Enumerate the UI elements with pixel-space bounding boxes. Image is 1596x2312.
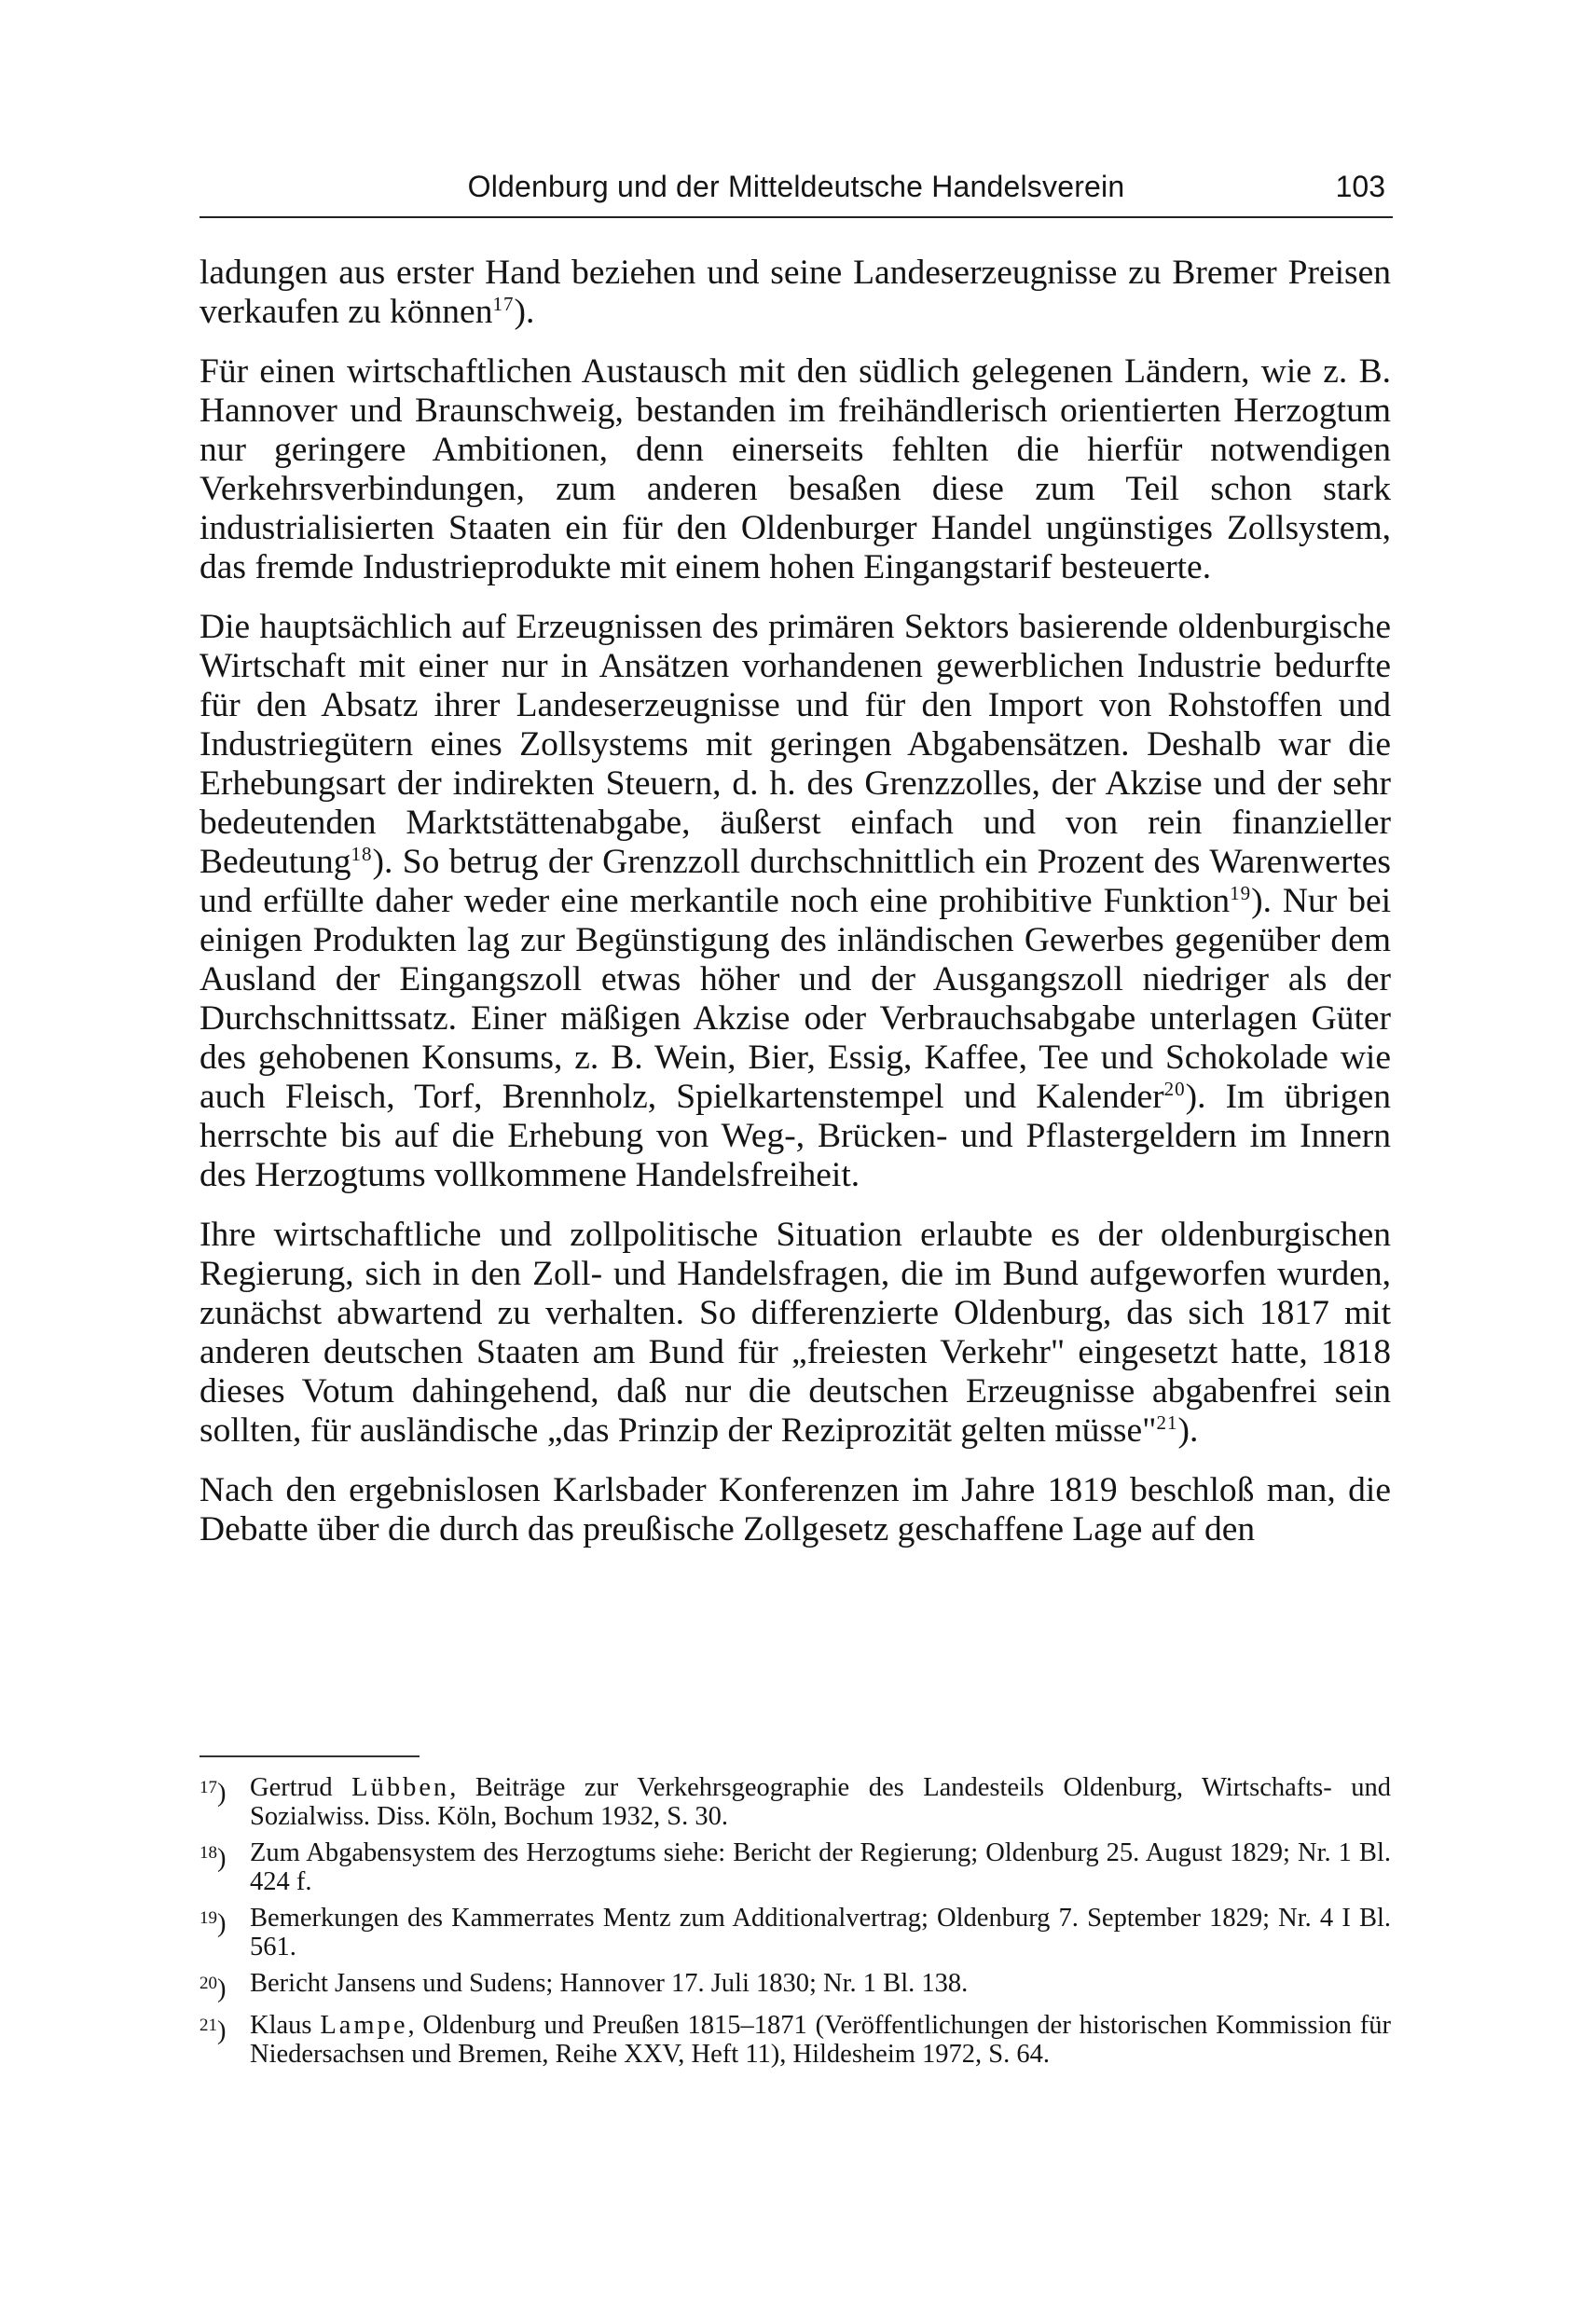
footnote-18 (200, 1838, 1391, 1896)
paragraph-text: Die hauptsächlich auf Erzeugnissen des primären Sektors basierende oldenburgische Wirtschaft mit einer nur in Ansätzen vorhandenen gewerblichen Industrie bedurfte für den Absatz ihrer Landeserzeugnisse und für den Import von Rohstoffen und Industriegütern eines Zollsystems mit geringen Abgabensätzen. Deshalb war die Erhebungsart der indirekten Steuern, d. h. des Grenzzolles, der Akzise und der sehr bedeutenden Marktstättenabgabe, äußerst einfach und von rein finanzieller Bedeutung (200, 608, 1391, 881)
author-first-name: Gertrud (250, 1773, 352, 1802)
footnote-ref-21: 21 (1156, 1411, 1178, 1434)
page-number: 103 (1335, 170, 1385, 203)
footnote-text (250, 1773, 1391, 1831)
running-title: Oldenburg und der Mitteldeutsche Handelsverein (467, 170, 1125, 203)
body-text (200, 254, 1391, 1570)
footnote-text (250, 2011, 1391, 2069)
footnote-number: $^{17}$) (200, 1778, 227, 1808)
footnote-number-text: 19 (200, 1908, 217, 1928)
citation-text: , Beiträge zur Verkehrsgeographie des Landesteils Oldenburg, Wirtschafts- und Sozialwiss. Diss. Köln, Bochum 1932, S. 30. (250, 1773, 1391, 1831)
footnote-number: $^{19}$) (200, 1908, 227, 1938)
footnote-number-text: 18 (200, 1843, 217, 1863)
footnote-17 (200, 1773, 1391, 1831)
paragraph-text: Ihre wirtschaftliche und zollpolitische Situation erlaubte es der oldenburgischen Regierung, sich in den Zoll- und Handelsfragen, die im Bund aufgeworfen wurden, zunächst abwartend zu verhalten. So differenzierte Oldenburg, das sich 1817 mit anderen deutschen Staaten am Bund für „freiesten Verkehr" eingesetzt hatte, 1818 dieses Votum dahingehend, daß nur die deutschen Erzeugnisse abgabenfrei sein sollten, für ausländische „das Prinzip der Reziprozität gelten müsse" (200, 1216, 1391, 1450)
paragraph-2 (200, 352, 1391, 587)
footnote-text (250, 1904, 1391, 1961)
paragraph-text: ). Im übrigen herrschte bis auf die Erhebung von Weg-, Brücken- und Pflastergeldern im Innern des Herzogtums vollkommene Handelsfreiheit. (200, 1078, 1392, 1194)
footnote-number-text: 20 (200, 1974, 217, 1993)
footnote-number-text: 21 (200, 2016, 217, 2035)
paragraph-text: ). (514, 293, 535, 331)
footnote-number: $^{21}$) (200, 2016, 227, 2045)
paragraph-4 (200, 1216, 1391, 1451)
footnote-21 (200, 2011, 1391, 2069)
running-head (200, 170, 1393, 218)
paragraph-5 (200, 1471, 1391, 1549)
footnote-separator (200, 1755, 420, 1757)
footnote-text (250, 1969, 1391, 2003)
paragraph-text: ). Nur bei einigen Produkten lag zur Begünstigung des inländischen Gewerbes gegenüber dem Ausland der Eingangszoll etwas höher und der Ausgangszoll niedriger als der Durchschnittssatz. Einer mäßigen Akzise oder Verbrauchsabgabe unterlagen Güter des gehobenen Konsums, z. B. Wein, Bier, Essig, Kaffee, Tee und Schokolade wie auch Fleisch, Torf, Brennholz, Spielkartenstempel und Kalender (200, 882, 1392, 1116)
paragraph-text: ladungen aus erster Hand beziehen und seine Landeserzeugnisse zu Bremer Preisen verkaufen zu können (200, 254, 1391, 331)
footnote-19 (200, 1904, 1391, 1961)
footnote-ref-19: 19 (1230, 882, 1252, 904)
footnote-text (250, 1838, 1391, 1896)
author-surname: Lübben (351, 1773, 450, 1802)
citation-text: Zum Abgabensystem des Herzogtums siehe: Bericht der Regierung; Oldenburg 25. August 1829; Nr. 1 Bl. 424 f. (250, 1838, 1391, 1896)
footnote-ref-20: 20 (1163, 1078, 1186, 1100)
footnote-number-text: 17 (200, 1778, 217, 1797)
citation-text: , Oldenburg und Preußen 1815–1871 (Veröffentlichungen der historischen Kommission für Niedersachsen und Bremen, Reihe XXV, Heft 11), Hildesheim 1972, S. 64. (250, 2011, 1391, 2069)
paragraph-text: Für einen wirtschaftlichen Austausch mit den südlich gelegenen Ländern, wie z. B. Hannover und Braunschweig, bestanden im freihändlerisch orientierten Herzogtum nur geringere Ambitionen, denn einerseits fehlten die hierfür notwendigen Verkehrsverbindungen, zum anderen besaßen diese zum Teil schon stark industrialisierten Staaten ein für den Oldenburger Handel ungünstiges Zollsystem, das fremde Industrieprodukte mit einem hohen Eingangstarif besteuerte. (200, 352, 1391, 586)
footnote-20 (200, 1969, 1391, 2003)
author-first-name: Klaus (250, 2011, 321, 2040)
citation-text: Bemerkungen des Kammerrates Mentz zum Additionalvertrag; Oldenburg 7. September 1829; Nr. 4 I Bl. 561. (250, 1904, 1391, 1961)
footnotes (200, 1773, 1391, 2076)
footnote-ref-18: 18 (351, 843, 373, 865)
author-surname: Lampe (320, 2011, 408, 2040)
paragraph-3 (200, 608, 1391, 1195)
footnote-ref-17: 17 (492, 293, 515, 315)
paragraph-1 (200, 254, 1391, 332)
paragraph-text: ). (1177, 1411, 1199, 1450)
footnote-number: $^{18}$) (200, 1843, 227, 1873)
paragraph-text: Nach den ergebnislosen Karlsbader Konferenzen im Jahre 1819 beschloß man, die Debatte über die durch das preußische Zollgesetz geschaffene Lage auf den (200, 1471, 1391, 1548)
citation-text: Bericht Jansens und Sudens; Hannover 17. Juli 1830; Nr. 1 Bl. 138. (250, 1969, 969, 1998)
footnote-number: $^{20}$) (200, 1974, 227, 2003)
paragraph-text: ). So betrug der Grenzzoll durchschnittlich ein Prozent des Warenwertes und erfüllte daher weder eine merkantile noch eine prohibitive Funktion (200, 843, 1391, 920)
